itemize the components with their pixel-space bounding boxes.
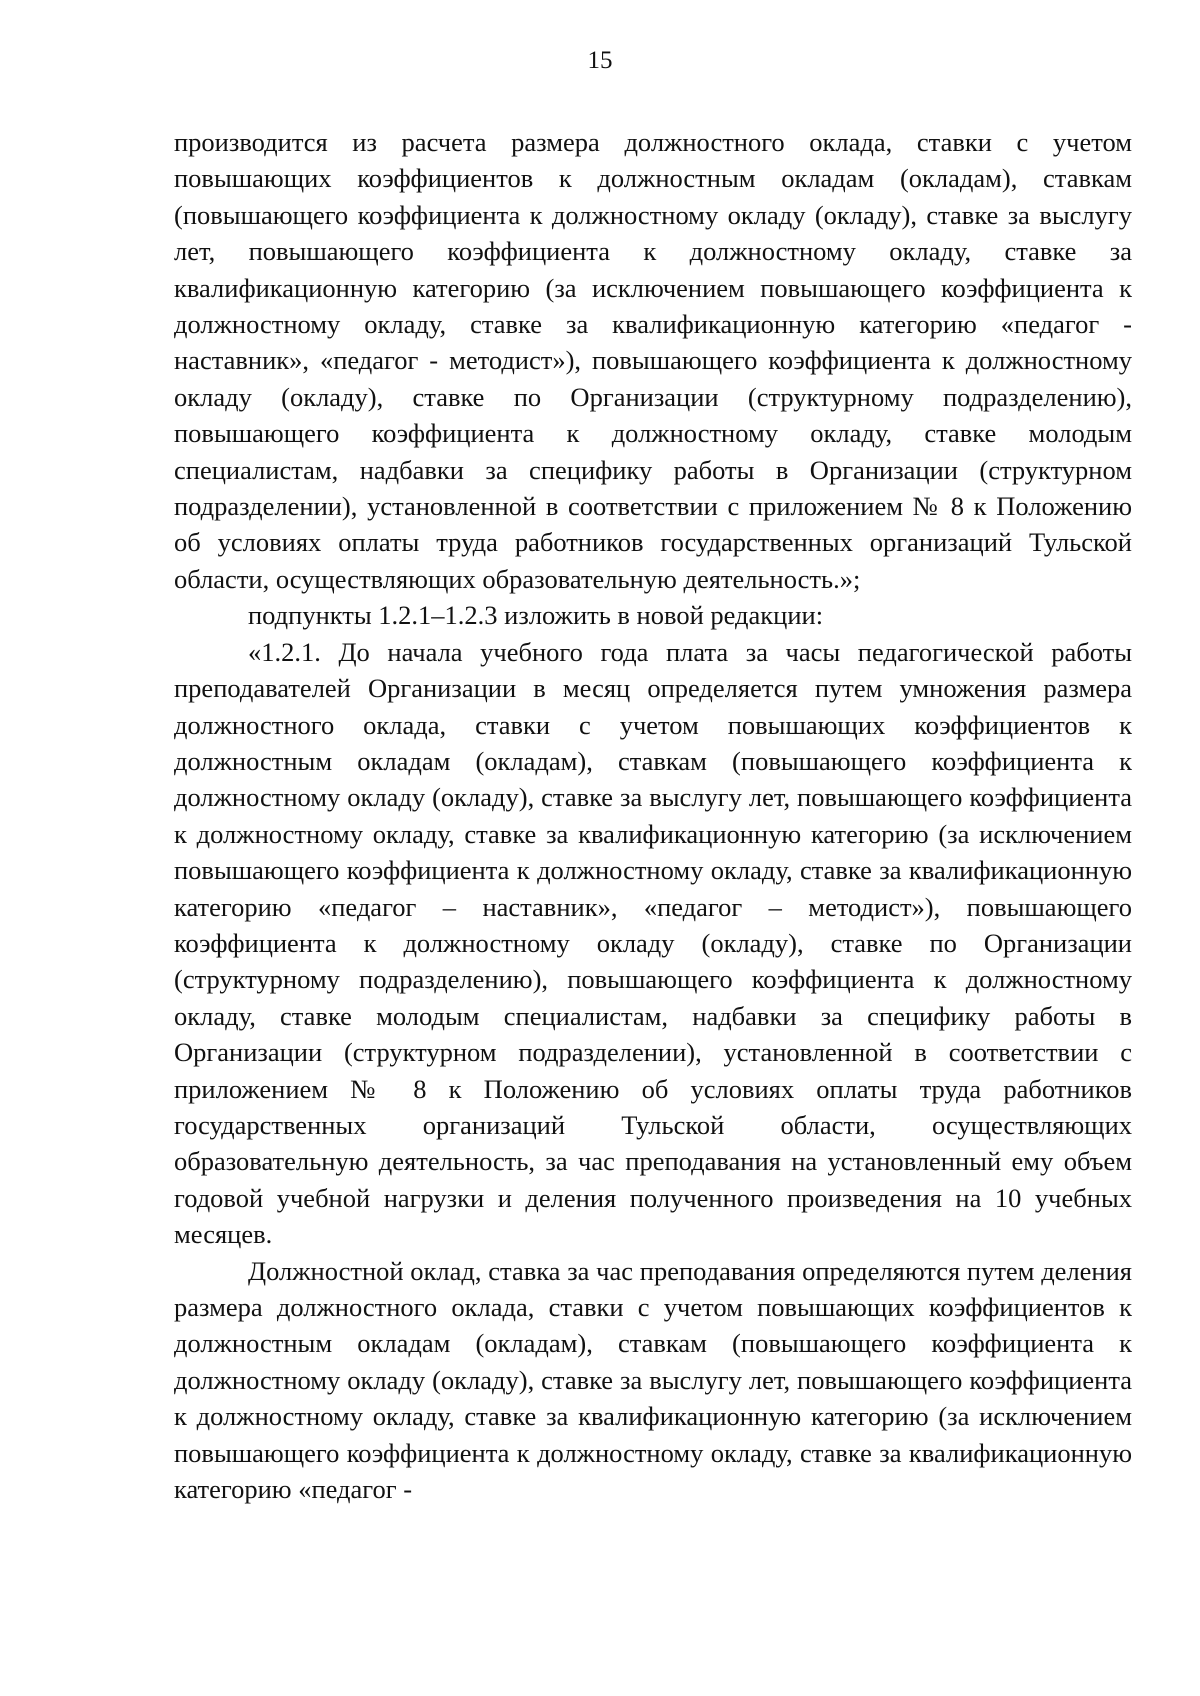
paragraph-rate-definition: Должностной оклад, ставка за час преподавания определяются путем деления размера должностного оклада, ставки с учетом повышающих коэффициентов к должностным окладам (окладам), ставкам (повышающего коэффициента к должностному окладу (окладу), ставке за выслугу лет, повышающего коэффициента к должностному окладу, ставке за квалификационную категорию (за исключением повышающего коэффициента к должностному окладу, ставке за квалификационную категорию «педагог - <box>174 1255 1132 1505</box>
paragraph-subitems-intro: подпункты 1.2.1–1.2.3 изложить в новой редакции: <box>248 600 824 631</box>
document-body <box>174 124 1132 1507</box>
paragraph-1-2-1: «1.2.1. До начала учебного года плата за часы педагогической работы преподавателей Организации в месяц определяется путем умножения размера должностного оклада, ставки с учетом повышающих коэффициентов к должностным окладам (окладам), ставкам (повышающего коэффициента к должностному окладу (окладу), ставке за выслугу лет, повышающего коэффициента к должностному окладу, ставке за квалификационную категорию (за исключением повышающего коэффициента к должностному окладу, ставке за квалификационную категорию «педагог – наставник», «педагог – методист»), повышающего коэффициента к должностному окладу (окладу), ставке по Организации (структурному подразделению), повышающего коэффициента к должностному окладу, ставке молодым специалистам, надбавки за специфику работы в Организации (структурном подразделении), установленной в соответствии с приложением № 8 к Положению об условиях оплаты труда работников государственных организаций Тульской области, осуществляющих образовательную деятельность, за час преподавания на установленный ему объем годовой учебной нагрузки и деления полученного произведения на 10 учебных месяцев. <box>174 636 1132 1250</box>
page-number: 15 <box>587 47 613 74</box>
paragraph-continuation: производится из расчета размера должностного оклада, ставки с учетом повышающих коэффициентов к должностным окладам (окладам), ставкам (повышающего коэффициента к должностному окладу (окладу), ставке за выслугу лет, повышающего коэффициента к должностному окладу, ставке за квалификационную категорию (за исключением повышающего коэффициента к должностному окладу, ставке за квалификационную категорию «педагог - наставник», «педагог - методист»), повышающего коэффициента к должностному окладу (окладу), ставке по Организации (структурному подразделению), повышающего коэффициента к должностному окладу, ставке молодым специалистам, надбавки за специфику работы в Организации (структурном подразделении), установленной в соответствии с приложением № 8 к Положению об условиях оплаты труда работников государственных организаций Тульской области, осуществляющих образовательную деятельность.»; <box>174 127 1132 594</box>
